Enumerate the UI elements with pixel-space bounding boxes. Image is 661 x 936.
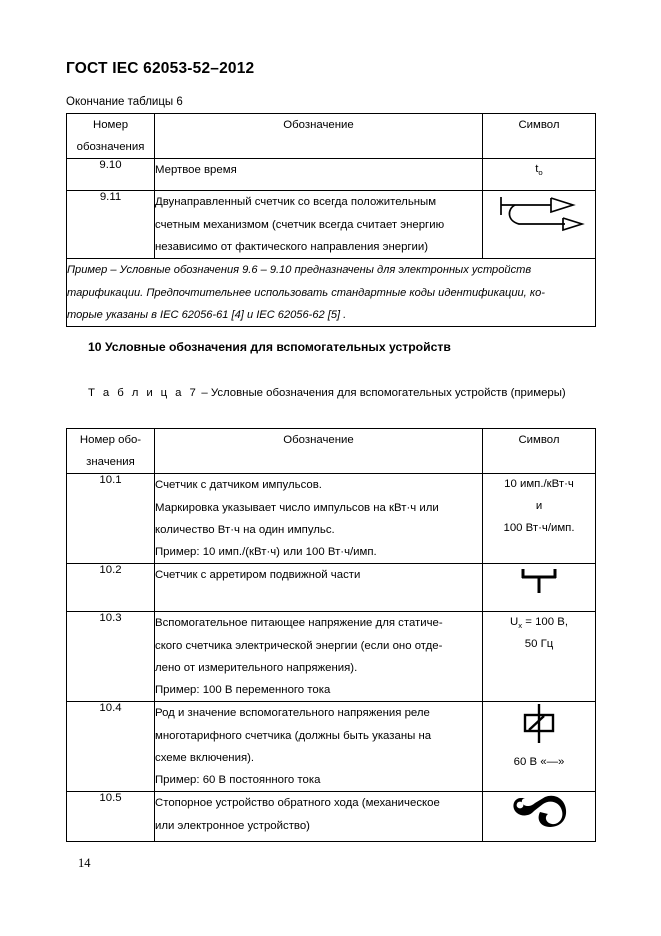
row-symbol — [483, 564, 596, 612]
relay-coil-icon — [511, 702, 567, 746]
row-designation — [155, 612, 483, 702]
column-header-number-line1: Номер обо- — [79, 434, 142, 446]
table-row-header — [67, 429, 596, 474]
symbol-subscript: х — [518, 620, 523, 630]
bidirectional-meter-arrows-icon — [493, 191, 585, 237]
symbol-subscript: o — [538, 167, 543, 177]
designation-line: или электронное устройство) — [155, 819, 310, 832]
table-7 — [66, 428, 596, 842]
column-header-number — [67, 429, 155, 474]
table-row — [67, 792, 596, 842]
symbol-relay-coil-group — [483, 702, 595, 774]
designation-line: Пример: 60 В постоянного тока — [155, 774, 321, 787]
table-row — [67, 612, 596, 702]
column-header-symbol: Символ — [483, 114, 596, 159]
note-line: тарификации. Предпочтительнее использовать стандартные коды идентификации, ко- — [67, 286, 545, 299]
table6-note — [67, 259, 596, 327]
row-symbol — [483, 191, 596, 259]
row-symbol — [483, 612, 596, 702]
row-symbol — [483, 702, 596, 792]
row-number: 10.5 — [67, 792, 155, 842]
arrester-bracket-icon — [511, 564, 567, 598]
designation-line: счетным механизмом (счетчик всегда считает энергию — [155, 218, 445, 231]
table-row — [67, 564, 596, 612]
page-number: 14 — [78, 856, 91, 870]
column-header-number-line2: значения — [86, 456, 135, 469]
designation-line: ского счетчика электрической энергии (если оно отде- — [155, 639, 443, 652]
symbol-line: и — [535, 500, 543, 513]
table-row — [67, 702, 596, 792]
symbol-auxiliary-voltage — [483, 612, 595, 655]
designation-line: количество Вт·ч на один импульс. — [155, 523, 335, 536]
table-7-caption-label: Т а б л и ц а 7 — [88, 387, 199, 399]
column-header-designation: Обозначение — [155, 114, 483, 159]
row-designation — [155, 792, 483, 842]
row-designation — [155, 159, 483, 191]
row-designation — [155, 702, 483, 792]
table-row — [67, 159, 596, 191]
row-symbol — [483, 159, 596, 191]
table-6 — [66, 113, 596, 327]
designation-line: Стопорное устройство обратного хода (механическое — [155, 797, 440, 810]
designation-line: Маркировка указывает число импульсов на кВт·ч или — [155, 501, 439, 514]
column-header-designation: Обозначение — [155, 429, 483, 474]
ratchet-stop-icon — [510, 792, 568, 828]
table-7-caption-text: – Условные обозначения для вспомогательных устройств (примеры) — [198, 387, 566, 399]
row-number: 9.11 — [67, 191, 155, 259]
column-header-number-line1: Номер — [92, 119, 129, 131]
designation-line: лено от измерительного напряжения). — [155, 661, 358, 674]
symbol-pulse-rate — [483, 474, 595, 539]
symbol-dead-time: $t_o$ — [535, 163, 543, 177]
table-7-caption — [88, 387, 566, 399]
symbol-line: 100 Вт·ч/имп. — [503, 521, 575, 534]
row-designation — [155, 191, 483, 259]
designation-line: Род и значение вспомогательного напряжения реле — [155, 707, 430, 720]
designation-line: схеме включения). — [155, 751, 255, 764]
symbol-line: 10 имп./кВт·ч — [504, 478, 574, 491]
row-number: 10.3 — [67, 612, 155, 702]
row-number: 10.2 — [67, 564, 155, 612]
row-symbol — [483, 792, 596, 842]
table-row-header — [67, 114, 596, 159]
row-symbol — [483, 474, 596, 564]
designation-line: Пример: 10 имп./(кВт·ч) или 100 Вт·ч/имп. — [155, 546, 377, 559]
designation-line: Пример: 100 В переменного тока — [155, 684, 331, 697]
symbol-line: $U_х = 100$ В, — [509, 616, 569, 630]
designation-line: независимо от фактического направления энергии) — [155, 240, 429, 253]
row-number: 9.10 — [67, 159, 155, 191]
row-designation — [155, 474, 483, 564]
designation-line: многотарифного счетчика (должны быть указаны на — [155, 729, 432, 742]
table6-continuation-caption: Окончание таблицы 6 — [66, 96, 183, 108]
table-row-note — [67, 259, 596, 327]
page-title: ГОСТ IEC 62053-52–2012 — [66, 60, 255, 77]
note-line: Пример – Условные обозначения 9.6 – 9.10 предназначены для электронных устройств — [67, 264, 532, 277]
column-header-symbol: Символ — [483, 429, 596, 474]
designation-line: Счетчик с датчиком импульсов. — [155, 479, 322, 492]
symbol-relay-caption: 60 В «—» — [513, 756, 565, 769]
column-header-number — [67, 114, 155, 159]
column-header-number-line2: обозначения — [76, 141, 145, 154]
designation-line: Двунаправленный счетчик со всегда положительным — [155, 196, 437, 209]
section-heading-10: 10 Условные обозначения для вспомогательных устройств — [88, 340, 451, 354]
table-row — [67, 474, 596, 564]
row-number: 10.1 — [67, 474, 155, 564]
designation-line: Мертвое время — [155, 164, 237, 177]
row-designation — [155, 564, 483, 612]
row-number: 10.4 — [67, 702, 155, 792]
symbol-line: 50 Гц — [524, 638, 554, 651]
note-line: торые указаны в IEC 62056-61 [4] и IEC 62056-62 [5] . — [67, 308, 347, 321]
designation-line: Счетчик с арретиром подвижной части — [155, 569, 361, 582]
designation-line: Вспомогательное питающее напряжение для статиче- — [155, 617, 443, 630]
table-row — [67, 191, 596, 259]
